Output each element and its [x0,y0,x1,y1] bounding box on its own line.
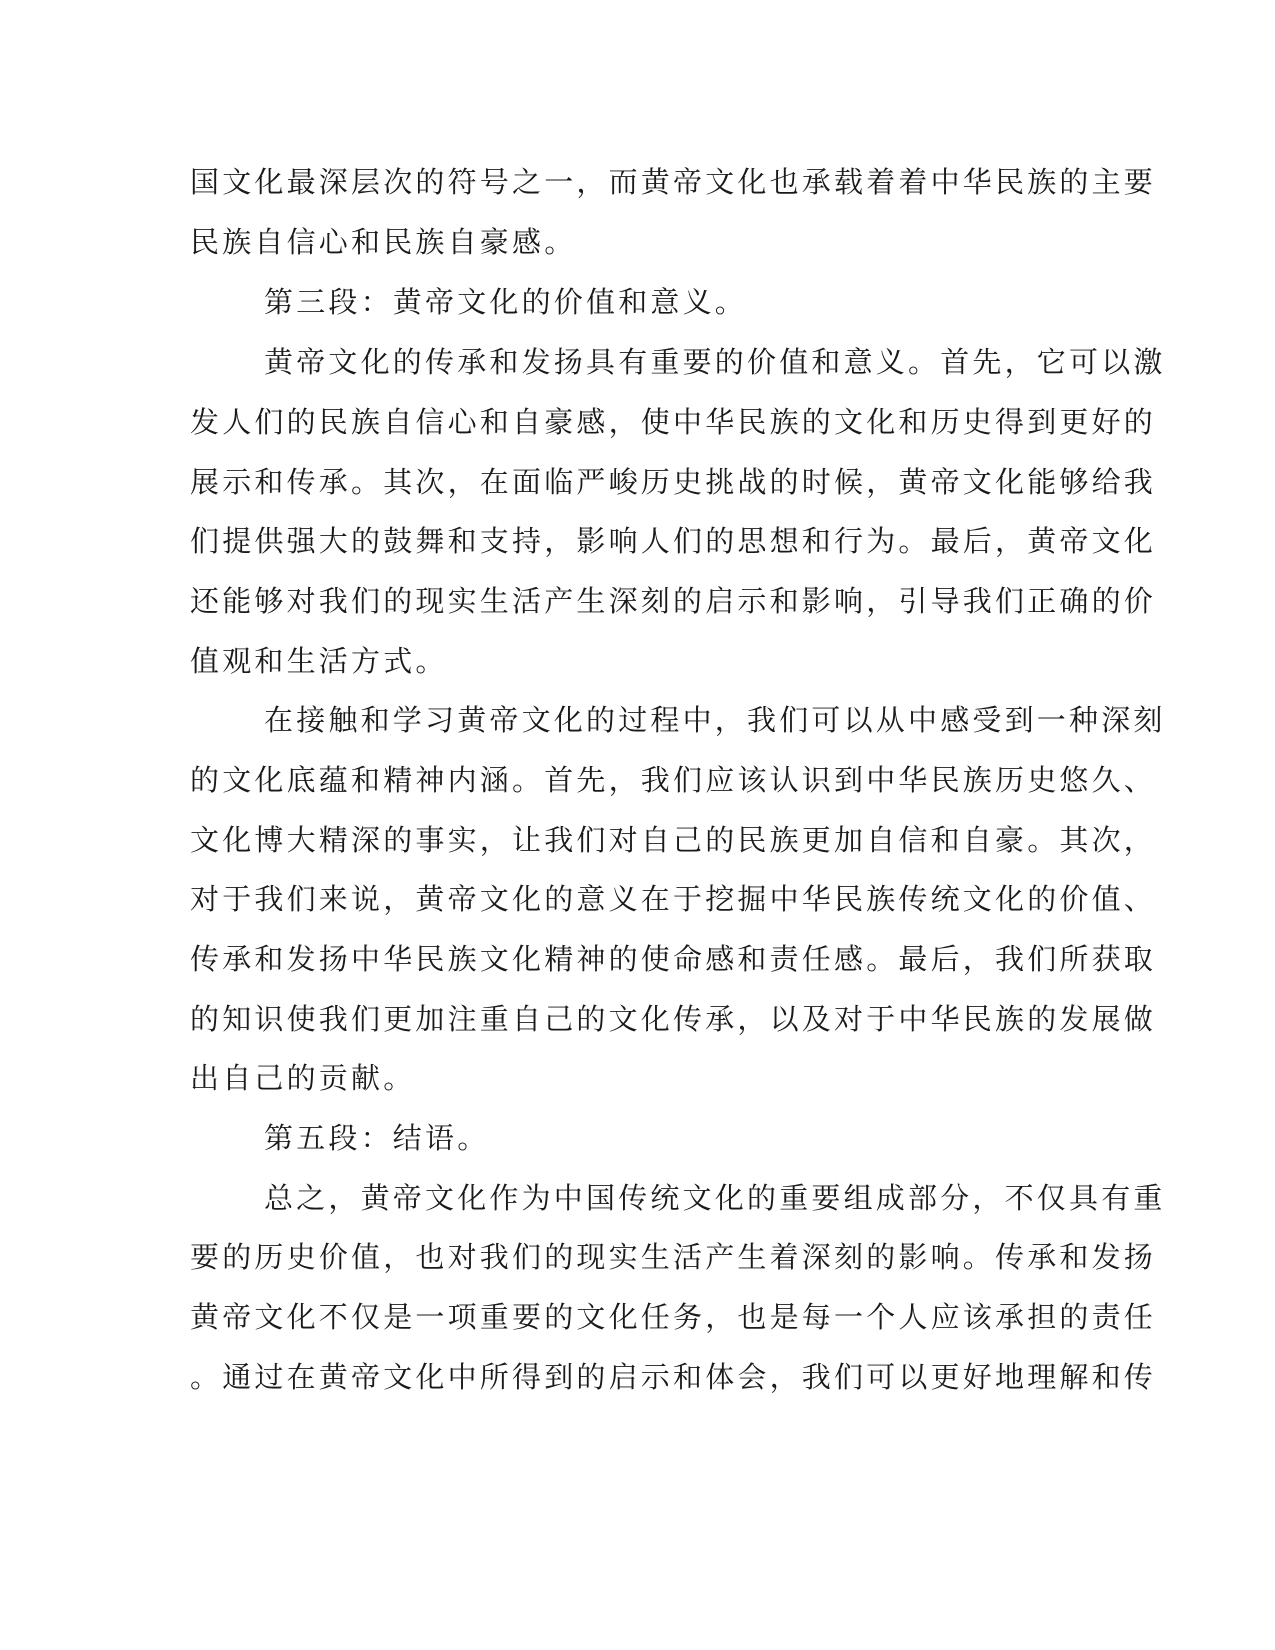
body-line: 文化博大精深的事实，让我们对自己的民族更加自信和自豪。其次， [190,823,1157,857]
body-line: 要的历史价值，也对我们的现实生活产生着深刻的影响。传承和发扬 [190,1240,1157,1274]
body-line: 总之，黄帝文化作为中国传统文化的重要组成部分，不仅具有重 [264,1181,1166,1215]
body-line: 黄帝文化的传承和发扬具有重要的价值和意义。首先，它可以激 [264,345,1166,379]
body-line: 展示和传承。其次，在面临严峻历史挑战的时候，黄帝文化能够给我 [190,465,1157,499]
body-line: 传承和发扬中华民族文化精神的使命感和责任感。最后，我们所获取 [190,942,1157,976]
body-line: 在接触和学习黄帝文化的过程中，我们可以从中感受到一种深刻 [264,703,1166,737]
body-line: 国文化最深层次的符号之一，而黄帝文化也承载着着中华民族的主要 [190,165,1157,199]
body-line: 。通过在黄帝文化中所得到的启示和体会，我们可以更好地理解和传 [190,1360,1157,1394]
body-line: 值观和生活方式。 [190,644,448,678]
body-line: 发人们的民族自信心和自豪感，使中华民族的文化和历史得到更好的 [190,405,1157,439]
body-line: 黄帝文化不仅是一项重要的文化任务，也是每一个人应该承担的责任 [190,1300,1157,1334]
section-heading: 第五段：结语。 [264,1121,490,1155]
section-heading: 第三段：黄帝文化的价值和意义。 [264,285,748,319]
body-line: 出自己的贡献。 [190,1061,416,1095]
body-line: 的文化底蕴和精神内涵。首先，我们应该认识到中华民族历史悠久、 [190,763,1157,797]
body-line: 还能够对我们的现实生活产生深刻的启示和影响，引导我们正确的价 [190,584,1157,618]
body-line: 的知识使我们更加注重自己的文化传承，以及对于中华民族的发展做 [190,1002,1157,1036]
body-line: 民族自信心和民族自豪感。 [190,225,577,259]
body-line: 们提供强大的鼓舞和支持，影响人们的思想和行为。最后，黄帝文化 [190,524,1157,558]
body-line: 对于我们来说，黄帝文化的意义在于挖掘中华民族传统文化的价值、 [190,882,1157,916]
